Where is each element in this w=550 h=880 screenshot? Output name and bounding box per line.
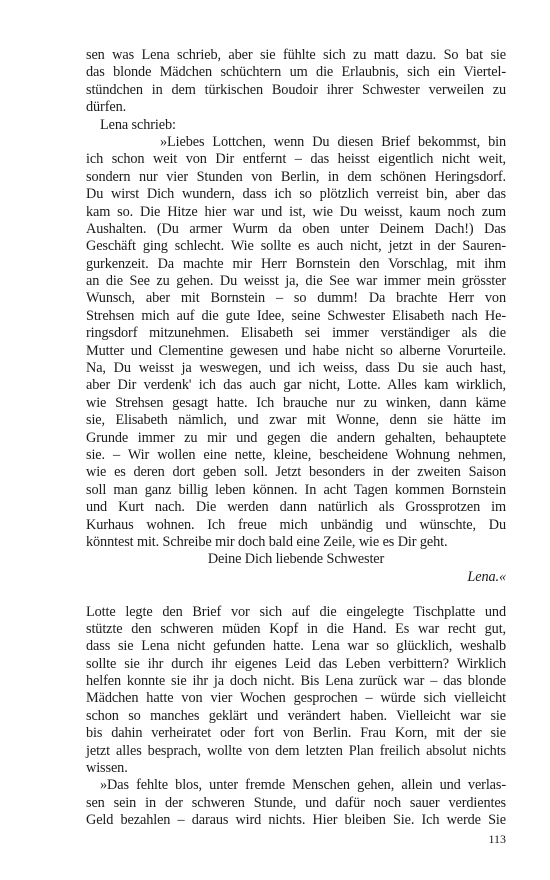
text-line: das blonde Mädchen schüchtern um die Erlaubnis, sich ein Viertel- <box>86 64 506 81</box>
text-line: ringsdorf mitzunehmen. Elisabeth sei immer verständiger als die <box>86 325 506 342</box>
text-line: gurkenzeit. Da machte mir Herr Bornstein den Vorschlag, mit ihm <box>86 255 506 272</box>
text-line: bis dahin verheiratet oder fort von Berlin. Frau Korn, mit der sie <box>86 725 506 742</box>
paragraph-gap <box>86 586 506 603</box>
page-number: 113 <box>488 832 506 846</box>
text-line: sen sein in der schweren Stunde, und dafür noch sauer verdientes <box>86 794 506 811</box>
text-line: wissen. <box>86 760 128 777</box>
text-line: schon so manches geklärt und verändert haben. Vielleicht war sie <box>86 707 506 724</box>
text-line: an die See zu gehen. Du weisst ja, die See war immer mein grösster <box>86 273 506 290</box>
text-line: Aushalten. (Du armer Wurm da oben unter Deinem Dach!) Das <box>86 220 506 237</box>
text-line: kam so. Die Hitze hier war und ist, wie Du weisst, kaum noch zum <box>86 203 506 220</box>
text-line: Mutter und Clementine gewesen und habe nicht so alberne Vorurteile. <box>86 342 506 359</box>
text-line: sie, Elisabeth nämlich, und zwar mit Wonne, denn sie hätte im <box>86 412 506 429</box>
text-line: Mädchen hatte von vier Wochen gesprochen – würde sich vielleicht <box>86 690 506 707</box>
text-line: Na, Du weisst ja weswegen, und ich weiss, dass Du sie auch hast, <box>86 360 506 377</box>
text-line: dürfen. <box>86 99 127 116</box>
text-line: helfen konnte sie ihr ja doch nicht. Bis Lena zurück war – das blonde <box>86 673 506 690</box>
text-line: »Liebes Lottchen, wenn Du diesen Brief bekommst, bin <box>160 133 506 150</box>
text-line: und Kurt nach. Die werden dann natürlich als Grossprotzen im <box>86 499 506 516</box>
text-line: aber Dir verdenk' ich das auch gar nicht, Lotte. Alles kam wirklich, <box>86 377 506 394</box>
text-line: sondern nur vier Stunden von Berlin, in dem schönen Heringsdorf. <box>86 168 506 185</box>
text-line: wie Strehsen gesagt hatte. Ich brauche nur zu winken, dann käme <box>86 394 506 411</box>
text-line: soll man ganz billig leben können. In acht Tagen kommen Bornstein <box>86 481 506 498</box>
text-line: Lena schrieb: <box>100 116 176 133</box>
text-line: wie es deren dort geben soll. Jetzt besonders in der zweiten Saison <box>86 464 506 481</box>
text-line: Lotte legte den Brief vor sich auf die eingelegte Tischplatte und <box>86 603 506 620</box>
text-line: stündchen in dem türkischen Boudoir ihrer Schwester verweilen zu <box>86 81 506 98</box>
text-line: sie. – Wir wollen eine nette, kleine, bescheidene Wohnung nehmen, <box>86 446 506 463</box>
text-line: Du wirst Dich wundern, dass ich so plötzlich verreist bin, aber das <box>86 186 506 203</box>
text-line: Wunsch, aber mit Bornstein – so dumm! Da brachte Herr von <box>86 290 506 307</box>
text-line: sen was Lena schrieb, aber sie fühlte sich zu matt dazu. So bat sie <box>86 47 506 63</box>
text-line: Strehsen mich auf die gute Idee, seine Schwester Elisabeth nach He- <box>86 307 506 324</box>
text-line: dass sie Lena nicht gefunden hatte. Lena war so glücklich, weshalb <box>86 638 506 655</box>
text-line: Lena.« <box>467 568 506 585</box>
text-line: Kurhaus wohnen. Ich freue mich unbändig und wünschte, Du <box>86 516 506 533</box>
text-line: ich schon weit von Dir entfernt – das heisst eigentlich nicht weit, <box>86 151 506 168</box>
text-line: »Das fehlte blos, unter fremde Menschen gehen, allein und verlas- <box>100 777 506 794</box>
body-text <box>86 47 506 830</box>
text-line: Geschäft ging schlecht. Wie sollte es auch nicht, jetzt in der Sauren- <box>86 238 506 255</box>
text-line: Geld bezahlen – daraus wird nichts. Hier bleiben Sie. Ich werde Sie <box>86 812 506 829</box>
text-line: sollte sie ihr durch ihr eigenes Leid das Leben verbittern? Wirklich <box>86 655 506 672</box>
text-line: Grunde immer zu mir und gegen die andern gehalten, behauptete <box>86 429 506 446</box>
text-line: könntest mit. Schreibe mir doch bald eine Zeile, wie es Dir geht. <box>86 533 448 550</box>
text-line: Deine Dich liebende Schwester <box>207 551 385 568</box>
text-line: jetzt alles besprach, wollte von dem letzten Plan freilich absolut nichts <box>86 742 506 759</box>
text-line: stützte den schweren müden Kopf in die Hand. Es war recht gut, <box>86 620 506 637</box>
